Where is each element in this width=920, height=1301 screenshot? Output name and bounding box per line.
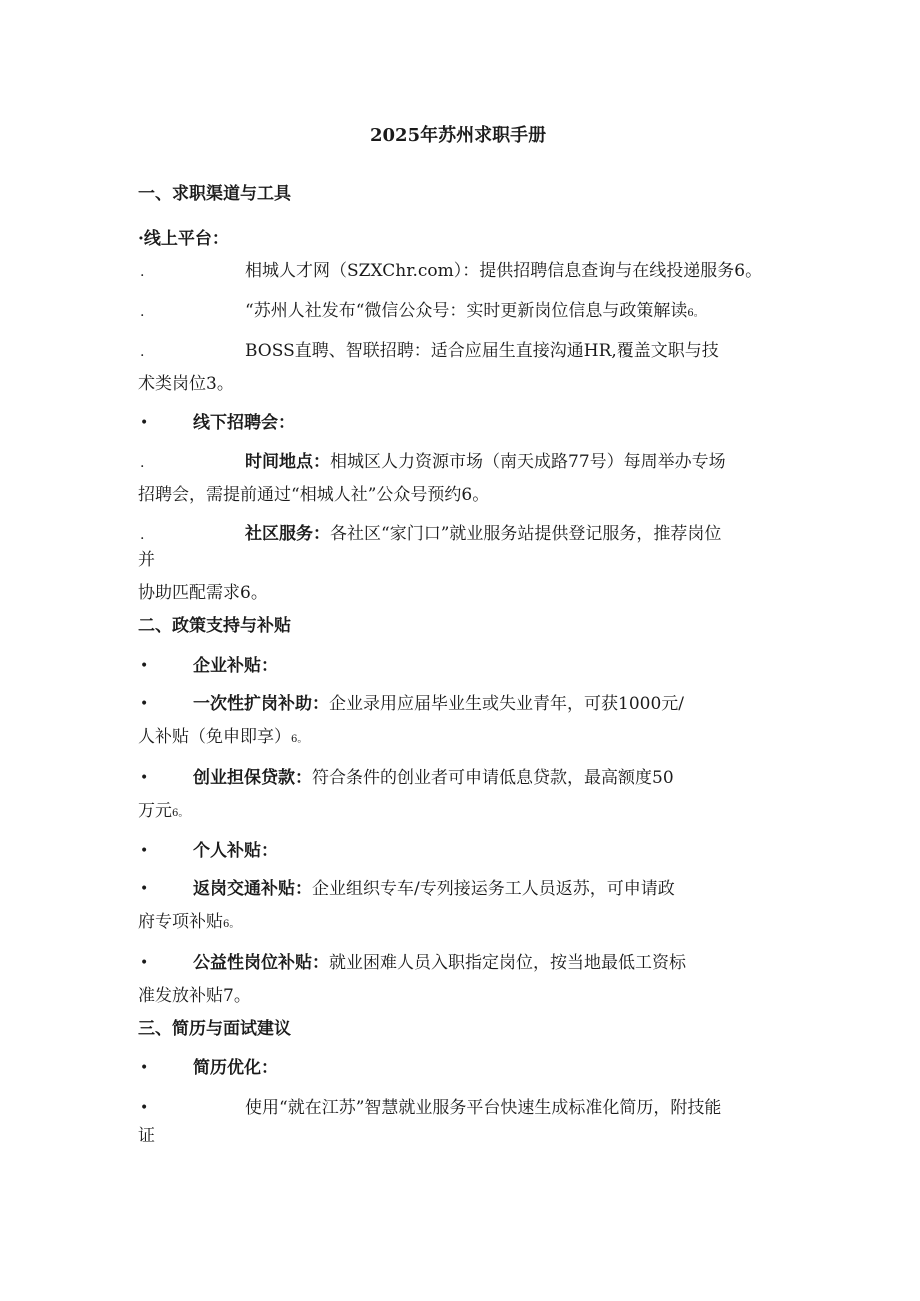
list-marker: . <box>140 264 145 280</box>
corp-subsidy-label: 企业补贴： <box>193 656 278 676</box>
list-item-boss-line2: 术类岗位3。 <box>138 374 234 394</box>
bullet-marker: • <box>140 696 149 712</box>
list-item-public-post-line1: 公益性岗位补贴：就业困难人员入职指定岗位，按当地最低工资标 <box>193 953 686 973</box>
list-item-transport-line1: 返岗交通补贴：企业组织专车/专列接运务工人员返苏，可申请政 <box>193 879 675 899</box>
offline-fairs-label: 线下招聘会： <box>193 413 295 433</box>
list-marker: . <box>140 344 145 360</box>
bullet-marker: • <box>140 770 149 786</box>
list-marker: . <box>140 304 145 320</box>
list-item-loan-line2: 万元6。 <box>138 801 189 821</box>
list-item-community-line2: 协助匹配需求6。 <box>138 583 268 603</box>
bullet-marker: • <box>140 658 149 674</box>
list-item-time-place-line2: 招聘会，需提前通过“相城人社”公众号预约6。 <box>138 485 490 505</box>
bullet-marker: • <box>140 1060 149 1076</box>
list-item-resume-line2: 证 <box>138 1126 155 1146</box>
document-title: 2025年苏州求职手册 <box>370 125 547 146</box>
list-item-public-post-line2: 准发放补贴7。 <box>138 986 251 1006</box>
bullet-marker: • <box>140 1100 149 1116</box>
resume-optimization-label: 简历优化： <box>193 1058 278 1078</box>
section-heading-resume: 三、简历与面试建议 <box>138 1019 291 1039</box>
section-heading-policy: 二、政策支持与补贴 <box>138 616 291 636</box>
bullet-marker: • <box>140 843 149 859</box>
online-platforms-label: ·线上平台： <box>138 229 229 249</box>
personal-subsidy-label: 个人补贴： <box>193 841 278 861</box>
bullet-marker: • <box>140 881 149 897</box>
bullet-marker: • <box>140 415 149 431</box>
list-item-loan-line1: 创业担保贷款：符合条件的创业者可申请低息贷款，最高额度50 <box>193 768 674 788</box>
list-item-time-place-line1: 时间地点：相城区人力资源市场（南天成路77号）每周举办专场 <box>245 452 726 472</box>
list-item-wechat: “苏州人社发布“微信公众号：实时更新岗位信息与政策解读6。 <box>245 301 704 321</box>
list-item-szxchr: 相城人才网（SZXChr.com）：提供招聘信息查询与在线投递服务6。 <box>245 261 763 281</box>
list-item-resume-line1: 使用“就在江苏”智慧就业服务平台快速生成标准化简历，附技能 <box>245 1098 722 1118</box>
bullet-marker: • <box>140 955 149 971</box>
list-marker: . <box>140 527 145 543</box>
list-item-transport-line2: 府专项补贴6。 <box>138 912 240 932</box>
list-item-boss-line1: BOSS直聘、智联招聘：适合应届生直接沟通HR,覆盖文职与技 <box>245 341 719 361</box>
list-item-expansion-line2: 人补贴（免申即享）6。 <box>138 727 308 747</box>
list-item-expansion-line1: 一次性扩岗补助：企业录用应届毕业生或失业青年，可获1000元/ <box>193 694 684 714</box>
list-marker: . <box>140 455 145 471</box>
list-item-community-line1: 社区服务：各社区“家门口”就业服务站提供登记服务，推荐岗位 <box>245 524 722 544</box>
list-item-community-line1b: 并 <box>138 550 155 570</box>
section-heading-channels: 一、求职渠道与工具 <box>138 184 291 204</box>
